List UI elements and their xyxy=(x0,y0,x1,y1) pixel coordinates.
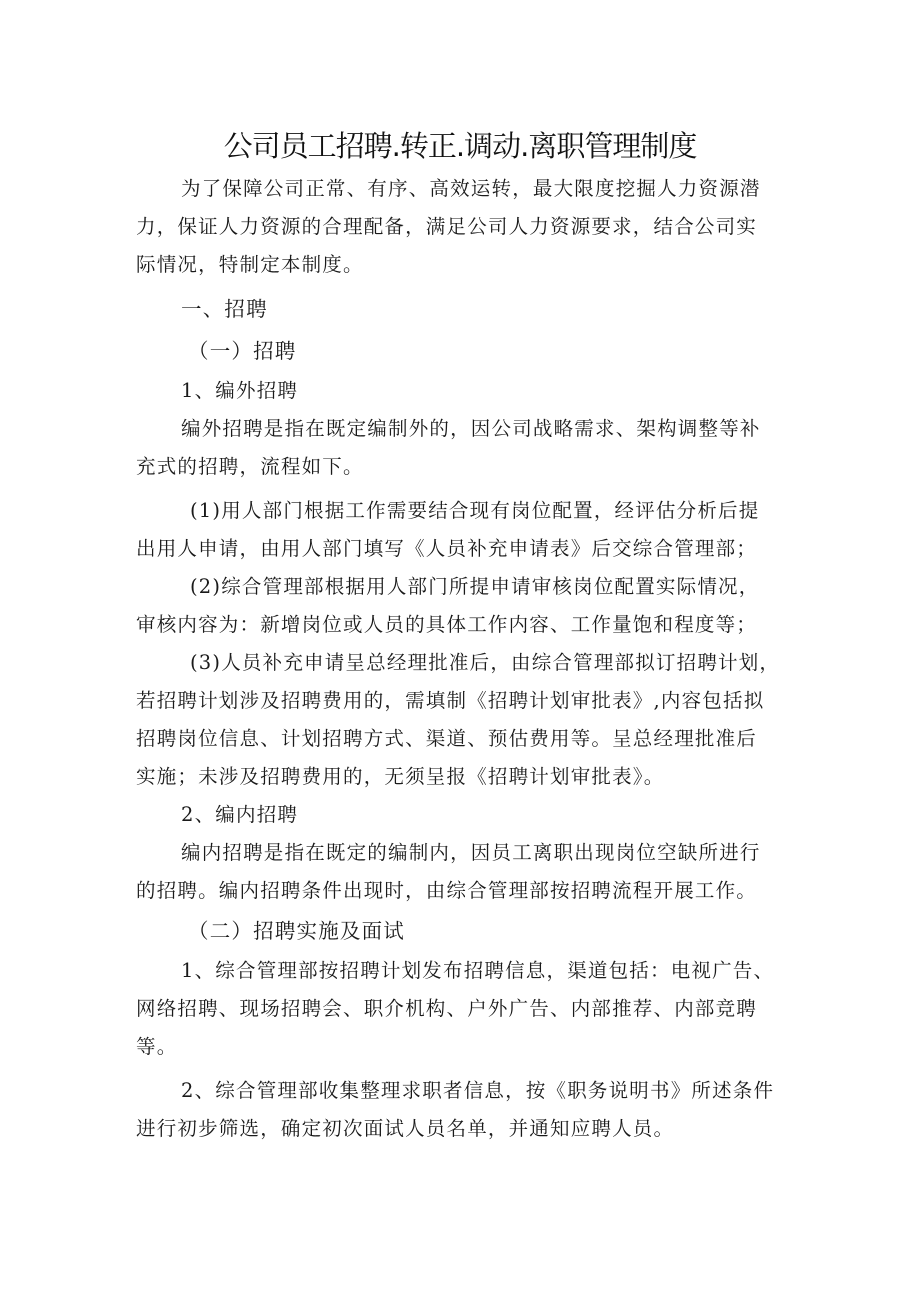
paragraph-line: 等。 xyxy=(136,1035,178,1058)
step-line: 实施；未涉及招聘费用的，无须呈报《招聘计划审批表》。 xyxy=(136,765,665,788)
heading-external-recruitment: 1、编外招聘 xyxy=(181,379,299,402)
step-line: (2)综合管理部根据用人部门所提申请审核岗位配置实际情况， xyxy=(190,575,760,598)
paragraph-line: 编外招聘是指在既定编制外的，因公司战略需求、架构调整等补 xyxy=(181,417,761,440)
external-recruitment-paragraph xyxy=(136,410,796,486)
internal-recruitment-paragraph xyxy=(136,834,796,910)
subsection-heading-implementation: （二）招聘实施及面试 xyxy=(188,919,405,943)
document-body xyxy=(136,170,796,1148)
step-line: 审核内容为：新增岗位或人员的具体工作内容、工作量饱和程度等； xyxy=(136,613,758,636)
paragraph-line: 2、综合管理部收集整理求职者信息，按《职务说明书》所述条件 xyxy=(181,1079,775,1102)
intro-line: 为了保障公司正常、有序、高效运转，最大限度挖掘人力资源潜 xyxy=(181,177,761,200)
section-heading-recruitment: 一、招聘 xyxy=(181,297,268,321)
step-line: (3)人员补充申请呈总经理批准后，由综合管理部拟订招聘计划， xyxy=(190,651,781,674)
step-line: 出用人申请，由用人部门填写《人员补充申请表》后交综合管理部； xyxy=(136,537,758,560)
heading-internal-recruitment: 2、编内招聘 xyxy=(181,803,299,826)
step-line: (1)用人部门根据工作需要结合现有岗位配置，经评估分析后提 xyxy=(190,499,760,522)
intro-line: 力，保证人力资源的合理配备，满足公司人力资源要求，结合公司实 xyxy=(136,215,758,238)
intro-paragraph xyxy=(136,170,796,284)
paragraph-line: 网络招聘、现场招聘会、职介机构、户外广告、内部推荐、内部竞聘 xyxy=(136,997,758,1020)
implementation-item-1 xyxy=(136,952,796,1066)
step-1 xyxy=(136,492,796,568)
subsection-heading-recruitment: （一）招聘 xyxy=(188,339,297,363)
step-2 xyxy=(136,568,796,644)
intro-line: 际情况，特制定本制度。 xyxy=(136,253,364,276)
implementation-item-2 xyxy=(136,1072,796,1148)
paragraph-line: 的招聘。编内招聘条件出现时，由综合管理部按招聘流程开展工作。 xyxy=(136,879,758,902)
paragraph-line: 充式的招聘，流程如下。 xyxy=(136,455,364,478)
document-title: 公司员工招聘.转正.调动.离职管理制度 xyxy=(223,129,697,163)
paragraph-line: 1、综合管理部按招聘计划发布招聘信息，渠道包括：电视广告、 xyxy=(181,959,775,982)
step-line: 若招聘计划涉及招聘费用的，需填制《招聘计划审批表》,内容包括拟 xyxy=(136,689,765,712)
step-3 xyxy=(136,644,796,796)
paragraph-line: 编内招聘是指在既定的编制内，因员工离职出现岗位空缺所进行 xyxy=(181,841,761,864)
step-line: 招聘岗位信息、计划招聘方式、渠道、预估费用等。呈总经理批准后 xyxy=(136,727,758,750)
paragraph-line: 进行初步筛选，确定初次面试人员名单，并通知应聘人员。 xyxy=(136,1117,675,1140)
